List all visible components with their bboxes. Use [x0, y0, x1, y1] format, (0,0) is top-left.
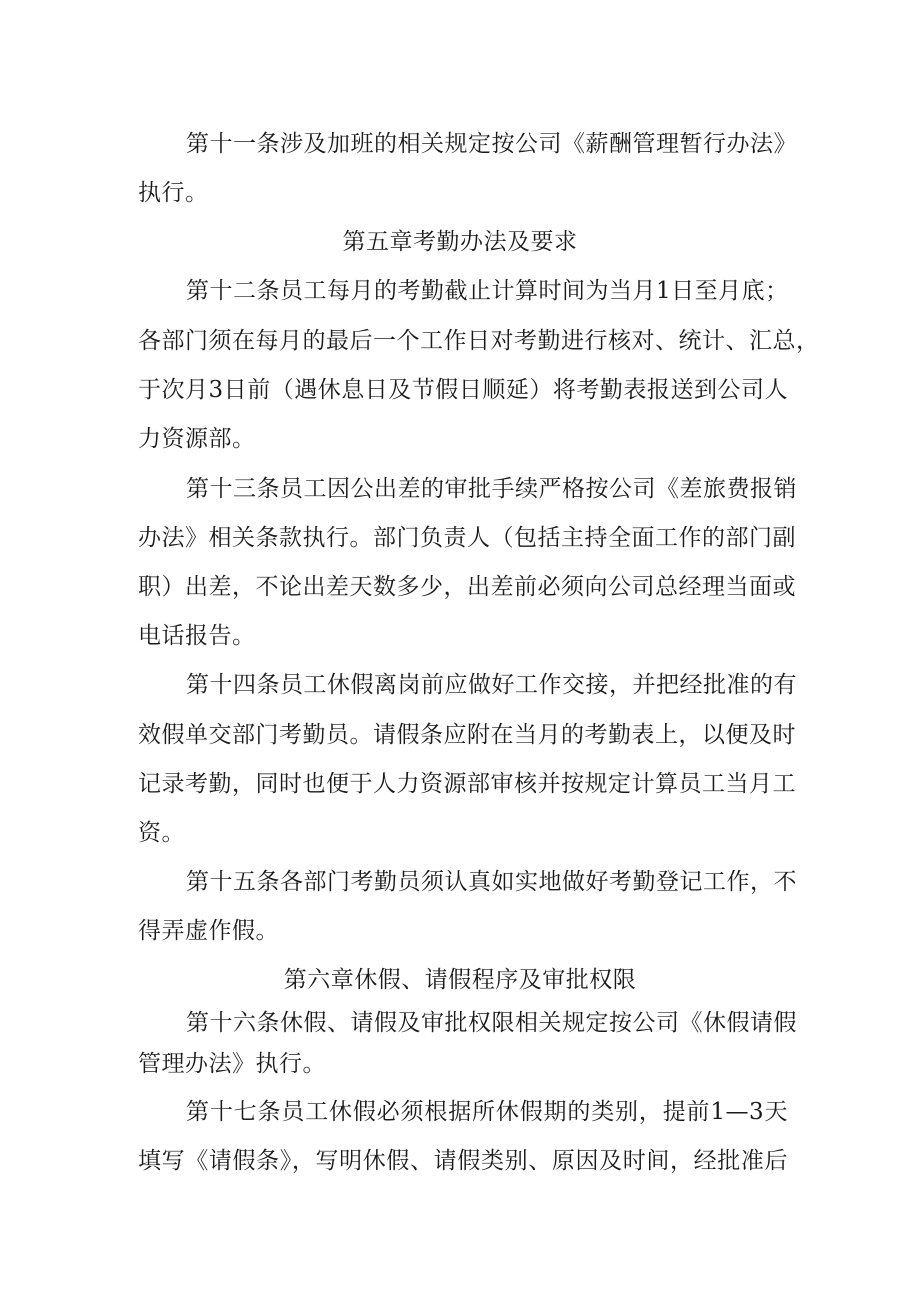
- chapter-6-heading: 第六章休假、请假程序及审批权限: [283, 967, 637, 993]
- article-17-line-1: 第十七条员工休假必须根据所休假期的类别，提前1—3天: [186, 1099, 788, 1125]
- article-13-line-1: 第十三条员工因公出差的审批手续严格按公司《差旅费报销: [186, 476, 797, 502]
- article-12-line-2: 各部门须在每月的最后一个工作日对考勤进行核对、统计、汇总，: [138, 328, 820, 354]
- article-16-line-1: 第十六条休假、请假及审批权限相关规定按公司《休假请假: [186, 1010, 797, 1036]
- article-15-line-2: 得弄虚作假。: [138, 918, 279, 944]
- article-13-line-4: 电话报告。: [138, 623, 256, 649]
- chapter-5-heading: 第五章考勤办法及要求: [342, 229, 578, 255]
- article-14-line-1: 第十四条员工休假离岗前应做好工作交接，并把经批准的有: [186, 672, 797, 698]
- article-14-line-4: 资。: [138, 820, 185, 846]
- article-14-line-3: 记录考勤，同时也便于人力资源部审核并按规定计算员工当月工: [138, 771, 796, 797]
- article-15-line-1: 第十五条各部门考勤员须认真如实地做好考勤登记工作，不: [186, 869, 797, 895]
- article-13-line-3: 职）出差，不论出差天数多少，出差前必须向公司总经理当面或: [138, 574, 796, 600]
- article-16-line-2: 管理办法》执行。: [138, 1051, 326, 1077]
- article-12-line-3: 于次月3日前（遇休息日及节假日顺延）将考勤表报送到公司人: [138, 377, 788, 403]
- article-11-line-1: 第十一条涉及加班的相关规定按公司《薪酬管理暂行办法》: [186, 131, 797, 157]
- article-12-line-4: 力资源部。: [138, 426, 256, 452]
- article-17-line-2: 填写《请假条》，写明休假、请假类别、原因及时间，经批准后: [138, 1148, 788, 1174]
- article-12-line-1: 第十二条员工每月的考勤截止计算时间为当月1日至月底；: [186, 278, 789, 304]
- article-13-line-2: 办法》相关条款执行。部门负责人（包括主持全面工作的部门副: [138, 525, 796, 551]
- article-14-line-2: 效假单交部门考勤员。请假条应附在当月的考勤表上，以便及时: [138, 722, 796, 748]
- article-11-line-2: 执行。: [138, 180, 209, 206]
